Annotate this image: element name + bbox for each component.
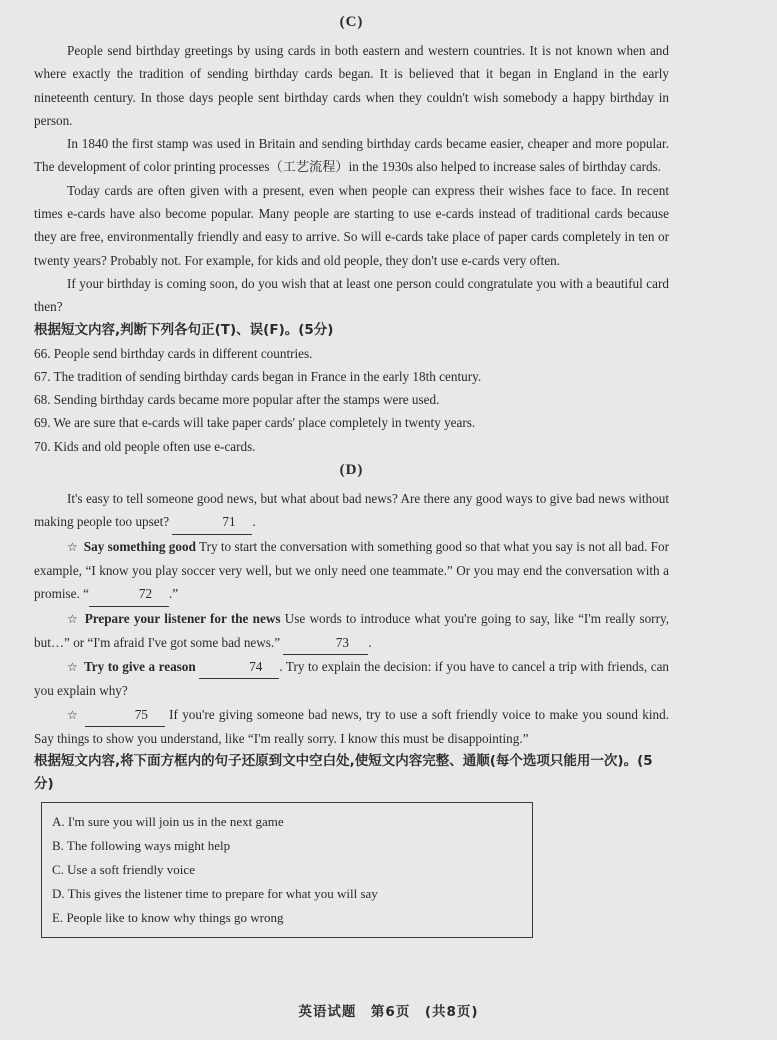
blank-71: 71 (172, 510, 252, 534)
passage-c-paragraph-3: Today cards are often given with a present, even when people can express their wishes face to face. In recent times e-cards have also become popular. Many people are starting to use e-cards instead of traditional cards because they are free, environmentally friendly and easy to arrive. So will e-cards take place of paper cards completely in ten or twenty years? Probably not. For example, for kids and old people, they don't use e-cards very often. (34, 182, 669, 268)
passage-c-paragraph-1: People send birthday greetings by using cards in both eastern and western countries. It is not known when and where exactly the tradition of sending birthday cards began. It is believed that it began in England in the early nineteenth century. In those days people sent birthday cards when they couldn't wish somebody a happy birthday in person. (34, 43, 669, 128)
section-c-instruction: 根据短文内容,判断下列各句正(T)、误(F)。(5分) (34, 321, 334, 338)
option-a: A. I'm sure you will join us in the next game (52, 814, 284, 830)
option-c: C. Use a soft friendly voice (52, 862, 195, 878)
question-68: 68. Sending birthday cards became more popular after the stamps were used. (34, 392, 440, 408)
star-icon: ☆ (67, 539, 78, 554)
option-d: D. This gives the listener time to prepare for what you will say (52, 886, 378, 902)
tip-4-text: If you're giving someone bad news, try to use a soft friendly voice to make you sound kind. Say things to show you understand, like “I'm really sorry. I know this must be disappointing.” (34, 706, 669, 747)
section-c-title: (C) (339, 14, 364, 30)
question-66: 66. People send birthday cards in different countries. (34, 345, 313, 361)
passage-c-paragraph-2: In 1840 the first stamp was used in Britain and sending birthday cards became easier, cheaper and more popular. The development of color printing processes（工艺流程）in the 1930s also helped to increase sales of birthday cards. (34, 136, 669, 175)
blank-73: 73 (283, 631, 368, 655)
passage-d-tip-2: ☆ Prepare your listener for the news Use words to introduce what you're going to say, like “I'm really sorry, but…” or “I'm afraid I've got some bad news.” 73 . (34, 607, 669, 656)
tip-2-text: Use words to introduce what you're going to say, like “I'm really sorry, but…” or “I'm afraid I've got some bad news.” (34, 610, 670, 650)
passage-d-tip-3 (34, 655, 669, 703)
tip-3-heading: Try to give a reason (83, 659, 196, 675)
blank-75: 75 (85, 703, 165, 727)
tip-1-heading: Say something good (83, 538, 196, 554)
star-icon: ☆ (67, 707, 79, 722)
tip-3-text: . Try to explain the decision: if you have to cancel a trip with friends, can you explain why? (34, 659, 670, 699)
star-icon: ☆ (67, 611, 79, 626)
tip-1-text: Try to start the conversation with something good so that what you say is not all bad. For example, “I know you play soccer very well, but we only need one teammate.” Or you may end the conversation with a promise. “ (34, 538, 670, 602)
blank-74: 74 (199, 655, 279, 679)
intro-text: It's easy to tell someone good news, but what about bad news? Are there any good ways to give bad news without making people too upset? (34, 491, 669, 530)
passage-d-tip-4 (34, 703, 669, 751)
section-d-title: (D) (339, 462, 364, 479)
question-70: 70. Kids and old people often use e-cards. (34, 438, 256, 454)
blank-72: 72 (89, 582, 169, 606)
section-d-instruction: 根据短文内容,将下面方框内的句子还原到文中空白处,使短文内容完整、通顺(每个选项只能用一次)。(5分) (34, 753, 653, 793)
option-e: E. People like to know why things go wrong (52, 910, 284, 926)
options-box (41, 802, 533, 938)
passage-d-intro: It's easy to tell someone good news, but what about bad news? Are there any good ways to give bad news without making people too upset? 71 . (34, 487, 669, 535)
option-b: B. The following ways might help (52, 838, 231, 854)
star-icon: ☆ (67, 660, 78, 675)
tip-1-text-end: .” (168, 586, 179, 602)
passage-c-paragraph-4: If your birthday is coming soon, do you wish that at least one person could congratulate you with a beautiful card then? (34, 275, 669, 315)
tip-2-heading: Prepare your listener for the news (84, 610, 281, 626)
question-69: 69. We are sure that e-cards will take paper cards' place completely in twenty years. (34, 415, 476, 431)
passage-d-tip-1 (34, 535, 669, 607)
page-footer: 英语试题 第6页 (共8页) (298, 1004, 479, 1020)
question-67: 67. The tradition of sending birthday cards began in France in the early 18th century. (34, 368, 482, 384)
